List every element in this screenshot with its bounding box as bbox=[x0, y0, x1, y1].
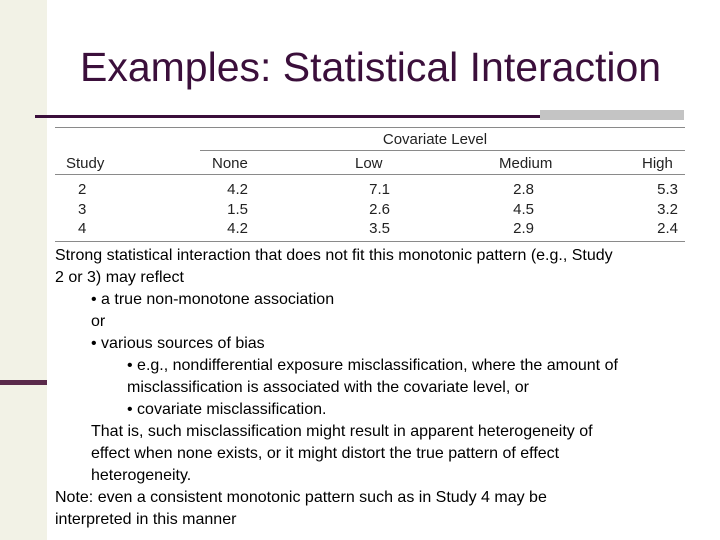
table-cell: 4 bbox=[78, 220, 87, 237]
note-line: Note: even a consistent monotonic pattern such as in Study 4 may be bbox=[55, 489, 547, 506]
covariate-level-header: Covariate Level bbox=[382, 131, 488, 148]
bullet-item: • various sources of bias bbox=[91, 335, 265, 352]
slide-title: Examples: Statistical Interaction bbox=[80, 44, 662, 90]
title-underline-accent bbox=[540, 110, 684, 120]
header-bottom-rule bbox=[55, 174, 685, 175]
sub-bullet-continuation: misclassification is associated with the covariate level, or bbox=[127, 379, 529, 396]
body-line: effect when none exists, or it might distort the true pattern of effect bbox=[91, 445, 560, 462]
table-top-rule bbox=[55, 127, 685, 128]
body-line: 2 or 3) may reflect bbox=[55, 269, 184, 286]
table-cell: 2.8 bbox=[513, 181, 534, 198]
table-cell: 2.9 bbox=[513, 220, 534, 237]
bullet-item: • a true non-monotone association bbox=[91, 291, 335, 308]
body-text bbox=[55, 245, 690, 531]
table-cell: 2.4 bbox=[657, 220, 678, 237]
left-accent-bar bbox=[0, 380, 47, 385]
table-cell: 3 bbox=[78, 201, 87, 218]
column-header-low: Low bbox=[355, 155, 383, 172]
table-cell: 4.2 bbox=[227, 220, 248, 237]
table-cell: 5.3 bbox=[657, 181, 678, 198]
column-header-none: None bbox=[212, 155, 248, 172]
table-cell: 2 bbox=[78, 181, 87, 198]
table-cell: 1.5 bbox=[227, 201, 248, 218]
table-cell: 4.5 bbox=[513, 201, 534, 218]
left-decorative-band bbox=[0, 0, 47, 540]
table-cell: 3.2 bbox=[657, 201, 678, 218]
covariate-header-rule bbox=[200, 150, 685, 151]
body-line: Strong statistical interaction that does not fit this monotonic pattern (e.g., Study bbox=[55, 247, 613, 264]
body-line: or bbox=[91, 313, 106, 330]
title-underline bbox=[35, 115, 540, 118]
column-header-medium: Medium bbox=[499, 155, 553, 172]
body-line: That is, such misclassification might result in apparent heterogeneity of bbox=[91, 423, 593, 440]
column-header-high: High bbox=[642, 155, 673, 172]
table-cell: 7.1 bbox=[369, 181, 390, 198]
table-cell: 3.5 bbox=[369, 220, 390, 237]
sub-bullet-item: • covariate misclassification. bbox=[127, 401, 327, 418]
table-bottom-rule bbox=[55, 241, 685, 242]
table-cell: 2.6 bbox=[369, 201, 390, 218]
column-header-study: Study bbox=[66, 155, 105, 172]
table-cell: 4.2 bbox=[227, 181, 248, 198]
note-line: interpreted in this manner bbox=[55, 511, 237, 528]
sub-bullet-item: • e.g., nondifferential exposure misclassification, where the amount of bbox=[127, 357, 618, 374]
body-line: heterogeneity. bbox=[91, 467, 192, 484]
